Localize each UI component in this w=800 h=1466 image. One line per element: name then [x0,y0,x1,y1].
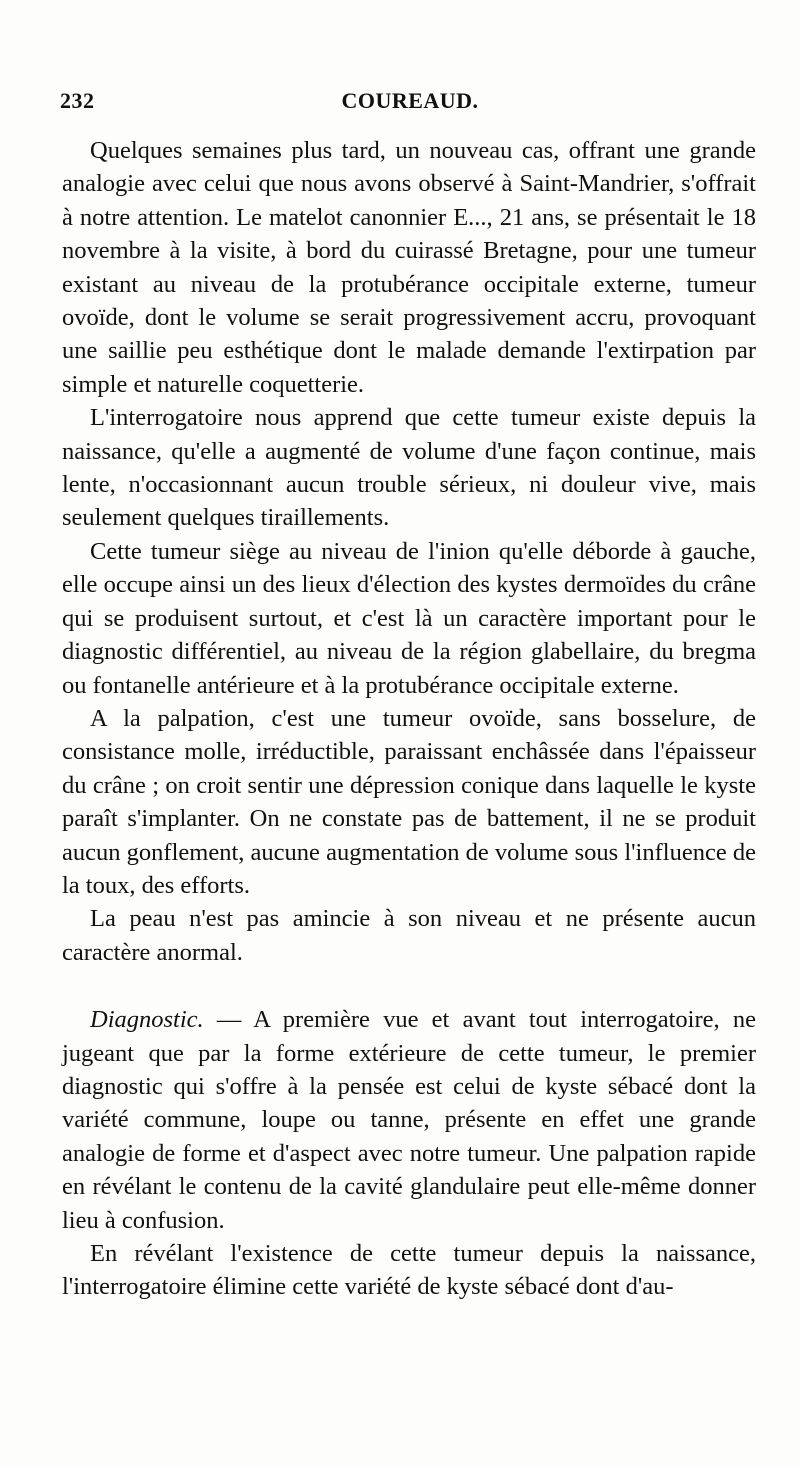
diagnostic-dash: — [203,1006,254,1034]
paragraph-last: En révélant l'existence de cette tumeur depuis la naissance, l'interrogatoire élimine cette variété de kyste sébacé dont d'au- [62,1240,756,1301]
paragraph-2: L'interrogatoire nous apprend que cette tumeur existe depuis la naissance, qu'elle a augmenté de volume d'une façon continue, mais lente, n'occasionnant aucun trouble sérieux, ni douleur vive, mais seulement quelques tiraillements. [62,404,756,532]
running-head: COUREAUD. [341,88,479,113]
paragraph-4: A la palpation, c'est une tumeur ovoïde, sans bosselure, de consistance molle, irréductible, paraissant enchâssée dans l'épaisseur du crâne ; on croit sentir une dépression conique dans laquelle le kyste paraît s'implanter. On ne constate pas de battement, il ne se produit aucun gonflement, aucune augmentation de volume sous l'influence de la toux, des efforts. [62,704,756,899]
paragraph-3: Cette tumeur siège au niveau de l'inion qu'elle déborde à gauche, elle occupe ainsi un des lieux d'élection des kystes dermoïdes du crâne qui se produisent surtout, et c'est là un caractère important pour le diagnostic différentiel, au niveau de la région glabellaire, du bregma ou fontanelle antérieure et à la protubérance occipitale externe. [62,537,756,699]
paragraph-5: La peau n'est pas amincie à son niveau et ne présente aucun caractère anormal. [62,905,756,966]
diagnostic-paragraph [62,1003,756,1237]
diagnostic-heading: Diagnostic. [90,1006,204,1034]
diagnostic-text: A première vue et avant tout interrogatoire, ne jugeant que par la forme extérieure de cette tumeur, le premier diagnostic qui s'offre à la pensée est celui de kyste sébacé dont la variété commune, loupe ou tanne, présente en effet une grande analogie de forme et d'aspect avec notre tumeur. Une palpation rapide en révélant le contenu de la cavité glandulaire peut elle-même donner lieu à confusion. [62,1006,756,1234]
section-gap [62,969,756,1003]
page-header [60,88,760,122]
paragraph-1: Quelques semaines plus tard, un nouveau cas, offrant une grande analogie avec celui que nous avons observé à Saint-Mandrier, s'offrait à notre attention. Le matelot canonnier E..., 21 ans, se présentait le 18 novembre à la visite, à bord du cuirassé Bretagne, pour une tumeur existant au niveau de la protubérance occipitale externe, tumeur ovoïde, dont le volume se serait progressivement accru, provoquant une saillie peu esthétique dont le malade demande l'extirpation par simple et naturelle coquetterie. [62,137,756,398]
body-text [62,134,756,1304]
page-number: 232 [60,88,95,113]
